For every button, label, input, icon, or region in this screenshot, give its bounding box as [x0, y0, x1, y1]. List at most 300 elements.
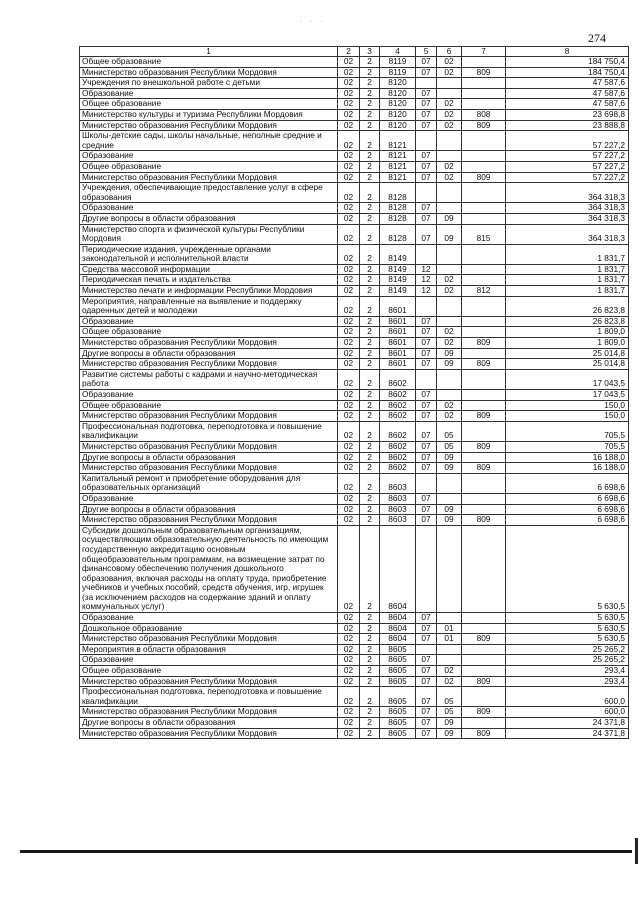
cell-section: 07 [416, 493, 437, 504]
cell-ministry-code [462, 213, 506, 224]
cell-section: 12 [416, 286, 437, 297]
cell-amount: 150,0 [506, 411, 629, 422]
cell-section: 07 [416, 67, 437, 78]
cell-amount: 47 587,6 [506, 99, 629, 110]
cell-subsection [437, 264, 462, 275]
cell-ministry-code: 809 [462, 441, 506, 452]
table-row [80, 623, 629, 634]
cell-code-2: 02 [338, 441, 360, 452]
cell-section: 07 [416, 655, 437, 666]
cell-section [416, 473, 437, 493]
cell-target-code: 8601 [380, 348, 416, 359]
cell-subsection: 09 [437, 718, 462, 729]
cell-code-3: 2 [360, 161, 380, 172]
cell-code-2: 02 [338, 172, 360, 183]
cell-code-3: 2 [360, 623, 380, 634]
cell-target-code: 8601 [380, 316, 416, 327]
cell-target-code: 8602 [380, 369, 416, 389]
cell-name: Министерство образования Республики Мордовия [80, 359, 338, 370]
cell-section: 07 [416, 411, 437, 422]
cell-amount: 47 587,6 [506, 78, 629, 89]
cell-code-3: 2 [360, 644, 380, 655]
cell-target-code: 8149 [380, 244, 416, 264]
cell-name: Другие вопросы в области образования [80, 504, 338, 515]
cell-name: Министерство спорта и физической культуры Республики Мордовия [80, 224, 338, 244]
cell-ministry-code [462, 203, 506, 214]
cell-ministry-code [462, 473, 506, 493]
cell-subsection: 01 [437, 623, 462, 634]
cell-target-code: 8121 [380, 161, 416, 172]
cell-section: 07 [416, 623, 437, 634]
cell-code-2: 02 [338, 67, 360, 78]
cell-section [416, 183, 437, 203]
cell-ministry-code [462, 348, 506, 359]
cell-ministry-code: 809 [462, 728, 506, 739]
cell-target-code: 8602 [380, 400, 416, 411]
cell-name: Общее образование [80, 666, 338, 677]
header-cell-3: 3 [360, 47, 380, 57]
cell-code-2: 02 [338, 452, 360, 463]
cell-name: Другие вопросы в области образования [80, 718, 338, 729]
cell-section [416, 296, 437, 316]
cell-subsection: 09 [437, 463, 462, 474]
cell-code-2: 02 [338, 213, 360, 224]
table-row [80, 120, 629, 131]
cell-amount: 6 698,6 [506, 493, 629, 504]
cell-code-3: 2 [360, 244, 380, 264]
table-row [80, 224, 629, 244]
cell-code-2: 02 [338, 687, 360, 707]
table-row [80, 78, 629, 89]
cell-name: Средства массовой информации [80, 264, 338, 275]
cell-section: 07 [416, 338, 437, 349]
cell-name: Министерство образования Республики Мордовия [80, 707, 338, 718]
cell-ministry-code [462, 88, 506, 99]
cell-code-3: 2 [360, 493, 380, 504]
cell-ministry-code: 808 [462, 109, 506, 120]
cell-code-2: 02 [338, 327, 360, 338]
cell-amount: 364 318,3 [506, 224, 629, 244]
cell-name: Министерство образования Республики Мордовия [80, 676, 338, 687]
cell-name: Другие вопросы в области образования [80, 348, 338, 359]
cell-section: 07 [416, 676, 437, 687]
cell-section: 07 [416, 172, 437, 183]
cell-amount: 16 188,0 [506, 463, 629, 474]
cell-amount: 6 698,6 [506, 504, 629, 515]
table-row [80, 369, 629, 389]
cell-amount: 364 318,3 [506, 213, 629, 224]
cell-name: Другие вопросы в области образования [80, 452, 338, 463]
cell-subsection: 09 [437, 728, 462, 739]
cell-section: 07 [416, 634, 437, 645]
cell-name: Мероприятия в области образования [80, 644, 338, 655]
cell-ministry-code [462, 504, 506, 515]
cell-code-2: 02 [338, 623, 360, 634]
cell-subsection [437, 203, 462, 214]
cell-amount: 57 227,2 [506, 151, 629, 162]
cell-code-2: 02 [338, 286, 360, 297]
cell-target-code: 8120 [380, 78, 416, 89]
cell-code-3: 2 [360, 316, 380, 327]
cell-code-2: 02 [338, 644, 360, 655]
cell-subsection: 02 [437, 327, 462, 338]
table-row [80, 203, 629, 214]
cell-target-code: 8603 [380, 504, 416, 515]
cell-subsection [437, 78, 462, 89]
cell-code-3: 2 [360, 707, 380, 718]
cell-subsection: 02 [437, 666, 462, 677]
cell-ministry-code [462, 613, 506, 624]
cell-ministry-code [462, 666, 506, 677]
table-row [80, 131, 629, 151]
cell-code-3: 2 [360, 213, 380, 224]
cell-subsection [437, 493, 462, 504]
cell-code-3: 2 [360, 99, 380, 110]
header-cell-4: 4 [380, 47, 416, 57]
cell-code-3: 2 [360, 666, 380, 677]
table-row [80, 400, 629, 411]
cell-name: Министерство образования Республики Мордовия [80, 634, 338, 645]
cell-amount: 24 371,8 [506, 718, 629, 729]
cell-target-code: 8149 [380, 264, 416, 275]
cell-target-code: 8602 [380, 421, 416, 441]
cell-code-3: 2 [360, 687, 380, 707]
cell-ministry-code: 815 [462, 224, 506, 244]
cell-ministry-code: 809 [462, 515, 506, 526]
cell-target-code: 8121 [380, 131, 416, 151]
cell-section: 07 [416, 707, 437, 718]
cell-ministry-code: 809 [462, 634, 506, 645]
cell-ministry-code [462, 525, 506, 612]
cell-subsection: 05 [437, 687, 462, 707]
cell-target-code: 8602 [380, 411, 416, 422]
cell-amount: 25 265,2 [506, 655, 629, 666]
cell-section: 07 [416, 421, 437, 441]
table-row [80, 213, 629, 224]
cell-section: 07 [416, 161, 437, 172]
cell-ministry-code [462, 493, 506, 504]
cell-code-2: 02 [338, 203, 360, 214]
table-header-row [80, 47, 629, 57]
cell-section: 07 [416, 463, 437, 474]
cell-code-2: 02 [338, 504, 360, 515]
cell-amount: 1 809,0 [506, 327, 629, 338]
page-bottom-rule [20, 850, 632, 853]
cell-ministry-code [462, 131, 506, 151]
cell-ministry-code [462, 327, 506, 338]
cell-code-3: 2 [360, 390, 380, 401]
cell-ministry-code: 809 [462, 463, 506, 474]
cell-subsection: 09 [437, 348, 462, 359]
cell-ministry-code [462, 687, 506, 707]
cell-ministry-code [462, 275, 506, 286]
cell-amount: 57 227,2 [506, 172, 629, 183]
cell-amount: 17 043,5 [506, 390, 629, 401]
cell-ministry-code [462, 655, 506, 666]
cell-amount: 6 698,6 [506, 515, 629, 526]
cell-name: Дошкольное образование [80, 623, 338, 634]
cell-code-2: 02 [338, 463, 360, 474]
cell-ministry-code [462, 421, 506, 441]
cell-code-3: 2 [360, 224, 380, 244]
cell-code-3: 2 [360, 400, 380, 411]
cell-code-3: 2 [360, 172, 380, 183]
scan-artifact: · · · [300, 18, 326, 25]
table-row [80, 728, 629, 739]
cell-name: Общее образование [80, 161, 338, 172]
cell-section: 07 [416, 224, 437, 244]
cell-section: 07 [416, 728, 437, 739]
table-row [80, 707, 629, 718]
cell-code-3: 2 [360, 120, 380, 131]
table-row [80, 515, 629, 526]
cell-code-2: 02 [338, 224, 360, 244]
cell-name: Образование [80, 655, 338, 666]
cell-code-2: 02 [338, 348, 360, 359]
cell-section: 07 [416, 213, 437, 224]
table-row [80, 493, 629, 504]
cell-amount: 600,0 [506, 687, 629, 707]
cell-code-2: 02 [338, 161, 360, 172]
cell-target-code: 8603 [380, 515, 416, 526]
cell-target-code: 8605 [380, 644, 416, 655]
cell-amount: 293,4 [506, 676, 629, 687]
cell-ministry-code: 809 [462, 411, 506, 422]
cell-name: Образование [80, 151, 338, 162]
cell-amount: 25 014,8 [506, 359, 629, 370]
cell-ministry-code [462, 316, 506, 327]
cell-subsection: 05 [437, 421, 462, 441]
cell-ministry-code: 809 [462, 172, 506, 183]
header-cell-2: 2 [338, 47, 360, 57]
cell-target-code: 8119 [380, 67, 416, 78]
cell-code-2: 02 [338, 493, 360, 504]
header-cell-6: 6 [437, 47, 462, 57]
table-body [80, 47, 629, 739]
cell-code-2: 02 [338, 728, 360, 739]
cell-name: Образование [80, 316, 338, 327]
cell-target-code: 8128 [380, 213, 416, 224]
cell-code-2: 02 [338, 183, 360, 203]
cell-code-2: 02 [338, 411, 360, 422]
table-row [80, 676, 629, 687]
cell-code-2: 02 [338, 634, 360, 645]
cell-amount: 5 630,5 [506, 623, 629, 634]
table-row [80, 57, 629, 68]
cell-amount: 1 831,7 [506, 275, 629, 286]
table-row [80, 666, 629, 677]
cell-amount: 25 265,2 [506, 644, 629, 655]
cell-code-3: 2 [360, 525, 380, 612]
cell-ministry-code [462, 369, 506, 389]
table-row [80, 338, 629, 349]
cell-subsection: 02 [437, 161, 462, 172]
cell-code-3: 2 [360, 613, 380, 624]
cell-subsection [437, 525, 462, 612]
table-row [80, 67, 629, 78]
cell-code-2: 02 [338, 131, 360, 151]
cell-code-2: 02 [338, 400, 360, 411]
cell-target-code: 8120 [380, 109, 416, 120]
cell-code-3: 2 [360, 718, 380, 729]
cell-subsection [437, 655, 462, 666]
cell-code-2: 02 [338, 78, 360, 89]
cell-ministry-code: 809 [462, 707, 506, 718]
cell-ministry-code [462, 644, 506, 655]
cell-code-2: 02 [338, 109, 360, 120]
cell-code-2: 02 [338, 296, 360, 316]
cell-name: Министерство печати и информации Республики Мордовия [80, 286, 338, 297]
cell-target-code: 8605 [380, 718, 416, 729]
cell-ministry-code [462, 296, 506, 316]
cell-code-2: 02 [338, 525, 360, 612]
cell-target-code: 8602 [380, 390, 416, 401]
cell-target-code: 8604 [380, 613, 416, 624]
cell-ministry-code [462, 244, 506, 264]
cell-subsection: 02 [437, 120, 462, 131]
cell-amount: 16 188,0 [506, 452, 629, 463]
cell-subsection: 09 [437, 224, 462, 244]
cell-name: Министерство образования Республики Мордовия [80, 67, 338, 78]
table-row [80, 655, 629, 666]
cell-section: 07 [416, 316, 437, 327]
cell-ministry-code: 809 [462, 676, 506, 687]
cell-section: 07 [416, 400, 437, 411]
cell-section: 07 [416, 203, 437, 214]
cell-name: Периодические издания, учрежденные органами законодательной и исполнительной власти [80, 244, 338, 264]
cell-code-2: 02 [338, 369, 360, 389]
table-row [80, 161, 629, 172]
cell-name: Образование [80, 390, 338, 401]
table-row [80, 634, 629, 645]
cell-code-3: 2 [360, 421, 380, 441]
cell-code-2: 02 [338, 338, 360, 349]
cell-name: Учреждения, обеспечивающие предоставление услуг в сфере образования [80, 183, 338, 203]
cell-section [416, 131, 437, 151]
cell-section: 07 [416, 327, 437, 338]
cell-section: 07 [416, 666, 437, 677]
header-cell-5: 5 [416, 47, 437, 57]
cell-code-2: 02 [338, 275, 360, 286]
table-row [80, 463, 629, 474]
cell-amount: 5 630,5 [506, 613, 629, 624]
table-row [80, 452, 629, 463]
cell-code-2: 02 [338, 613, 360, 624]
cell-subsection [437, 183, 462, 203]
cell-subsection [437, 369, 462, 389]
cell-subsection: 09 [437, 213, 462, 224]
cell-section [416, 525, 437, 612]
cell-amount: 293,4 [506, 666, 629, 677]
cell-code-3: 2 [360, 452, 380, 463]
cell-code-2: 02 [338, 421, 360, 441]
table-row [80, 316, 629, 327]
cell-amount: 364 318,3 [506, 203, 629, 214]
cell-section [416, 644, 437, 655]
cell-ministry-code [462, 99, 506, 110]
cell-name: Субсидии дошкольным образовательным организациям, осуществляющим образовательную деятельность по имеющим государственную аккредитацию основным общеобразовательным программам, на возмещение затрат по финансовому обеспечению получения дошкольного образования, включая расходы на оплату труда, приобретение учебников и учебных пособий, средств обучения, игр, игрушек (за исключением расходов на содержание зданий и оплату коммунальных услуг) [80, 525, 338, 612]
header-cell-1: 1 [80, 47, 338, 57]
cell-ministry-code [462, 183, 506, 203]
cell-name: Образование [80, 493, 338, 504]
cell-subsection: 05 [437, 707, 462, 718]
cell-target-code: 8602 [380, 452, 416, 463]
header-cell-7: 7 [462, 47, 506, 57]
cell-code-3: 2 [360, 67, 380, 78]
cell-section: 12 [416, 275, 437, 286]
cell-section: 07 [416, 613, 437, 624]
table-row [80, 296, 629, 316]
table-row [80, 172, 629, 183]
cell-name: Другие вопросы в области образования [80, 213, 338, 224]
cell-ministry-code: 809 [462, 338, 506, 349]
cell-subsection: 02 [437, 400, 462, 411]
cell-code-3: 2 [360, 203, 380, 214]
scan-edge-mark [635, 838, 638, 864]
cell-code-3: 2 [360, 183, 380, 203]
cell-subsection: 01 [437, 634, 462, 645]
table-row [80, 88, 629, 99]
cell-subsection: 09 [437, 359, 462, 370]
table-row [80, 151, 629, 162]
cell-ministry-code: 812 [462, 286, 506, 297]
page-number: 274 [588, 31, 606, 45]
cell-amount: 600,0 [506, 707, 629, 718]
cell-code-2: 02 [338, 244, 360, 264]
cell-subsection: 05 [437, 441, 462, 452]
cell-name: Министерство образования Республики Мордовия [80, 441, 338, 452]
cell-amount: 705,5 [506, 441, 629, 452]
header-cell-8: 8 [506, 47, 629, 57]
cell-amount: 57 227,2 [506, 131, 629, 151]
cell-code-3: 2 [360, 655, 380, 666]
cell-amount: 364 318,3 [506, 183, 629, 203]
cell-amount: 1 831,7 [506, 286, 629, 297]
cell-target-code: 8121 [380, 151, 416, 162]
cell-name: Капитальный ремонт и приобретение оборудования для образовательных организаций [80, 473, 338, 493]
table-row [80, 99, 629, 110]
table-row [80, 348, 629, 359]
table-row [80, 644, 629, 655]
cell-code-3: 2 [360, 275, 380, 286]
cell-ministry-code [462, 718, 506, 729]
cell-code-2: 02 [338, 264, 360, 275]
cell-code-3: 2 [360, 634, 380, 645]
cell-ministry-code [462, 161, 506, 172]
cell-section: 07 [416, 504, 437, 515]
cell-name: Министерство образования Республики Мордовия [80, 728, 338, 739]
cell-section: 12 [416, 264, 437, 275]
cell-subsection [437, 644, 462, 655]
cell-amount: 25 014,8 [506, 348, 629, 359]
cell-code-3: 2 [360, 515, 380, 526]
cell-ministry-code [462, 78, 506, 89]
cell-code-3: 2 [360, 286, 380, 297]
cell-target-code: 8119 [380, 57, 416, 68]
cell-name: Министерство образования Республики Мордовия [80, 338, 338, 349]
cell-target-code: 8604 [380, 634, 416, 645]
cell-target-code: 8121 [380, 172, 416, 183]
cell-subsection [437, 390, 462, 401]
cell-code-2: 02 [338, 666, 360, 677]
cell-code-3: 2 [360, 441, 380, 452]
cell-code-3: 2 [360, 296, 380, 316]
cell-ministry-code [462, 400, 506, 411]
cell-ministry-code [462, 452, 506, 463]
cell-name: Образование [80, 203, 338, 214]
cell-code-3: 2 [360, 88, 380, 99]
table-row [80, 718, 629, 729]
